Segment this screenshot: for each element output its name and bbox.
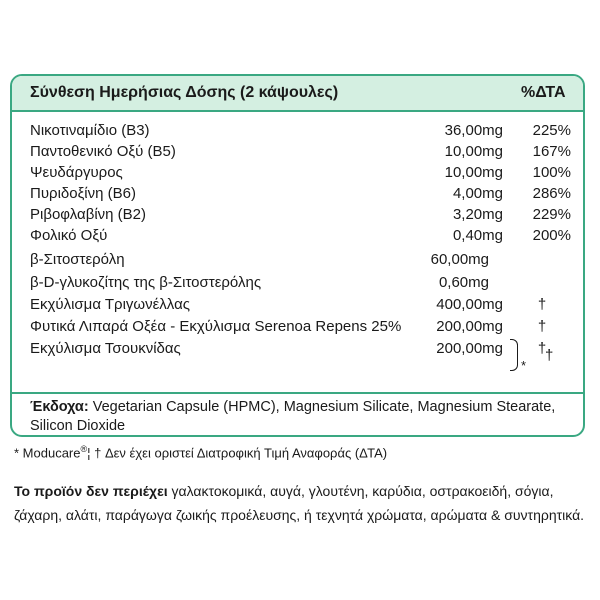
ingredient-dta: 100% [532,164,571,181]
ingredient-name: β-Σιτοστερόλη [30,251,125,268]
footnote [14,444,387,460]
ingredient-name: Εκχύλισμα Τσουκνίδας [30,340,181,357]
excipients [30,398,570,436]
table-row [12,206,583,226]
ingredient-name: β-D-γλυκοζίτης της β-Σιτοστερόλης [30,274,262,291]
ingredient-name: Εκχύλισμα Τριγωνέλλας [30,296,190,313]
ingredient-amount: 60,00mg [430,251,489,268]
table-row [12,274,583,294]
ingredient-dta: 229% [532,206,571,223]
ingredient-name: Νικοτιναμίδιο (Β3) [30,122,150,139]
table-row [12,251,583,271]
ingredient-amount: 4,00mg [452,185,503,202]
table-row [12,296,583,316]
footnote-moducare: * Moducare [14,445,81,461]
ingredient-dta: 225% [532,122,571,139]
ingredient-amount: 200,00mg [436,340,503,357]
footnote-text: ¦ † Δεν έχει οριστεί Διατροφική Τιμή Αναφοράς (ΔΤΑ) [87,445,388,461]
table-row [12,227,583,247]
table-title: Σύνθεση Ημερήσιας Δόσης (2 κάψουλες) [30,84,339,101]
excipients-text: Vegetarian Capsule (HPMC), Magnesium Silicate, Magnesium Stearate, Silicon Dioxide [30,399,556,434]
ingredient-amount: 400,00mg [436,296,503,313]
ingredient-amount: 10,00mg [444,164,503,181]
ingredient-name: Ψευδάργυρος [30,164,123,181]
ingredient-amount: 200,00mg [436,318,503,335]
ingredient-dta: 286% [532,185,571,202]
excipients-label: Έκδοχα: [30,399,89,415]
moducare-asterisk: * [521,358,527,373]
notice-heading: Το προϊόν δεν περιέχει [14,483,168,499]
table-row [12,185,583,205]
ingredient-dta: † [537,340,547,357]
section-divider [12,392,583,394]
notice-text: γαλακτοκομικά, αυγά, γλουτένη, καρύδια, οστρακοειδή, σόγια, ζάχαρη, αλάτι, παράγωγα ζωικής προέλευσης, ή τεχνητά χρώματα, αρώματα & συντηρητικά. [14,483,585,523]
ingredient-dta: † [537,318,547,335]
ingredient-name: Φυτικά Λιπαρά Οξέα - Εκχύλισμα Serenoa Repens 25% [30,318,402,335]
free-from-notice [14,479,589,527]
table-header [12,76,583,112]
no-dta-dagger: † [545,347,554,364]
ingredient-name: Ριβοφλαβίνη (Β2) [30,206,147,223]
ingredient-dta: 167% [532,143,571,160]
table-row [12,164,583,184]
ingredient-dta: 200% [532,227,571,244]
registered-mark: ® [80,444,88,454]
composition-panel [10,74,585,437]
ingredient-amount: 10,00mg [444,143,503,160]
table-row [12,122,583,142]
ingredient-name: Φολικό Οξύ [30,227,108,244]
grouping-brace [510,339,518,371]
ingredient-dta: † [537,296,547,313]
table-row [12,340,583,360]
ingredient-amount: 36,00mg [444,122,503,139]
ingredient-amount: 0,40mg [452,227,503,244]
ingredient-amount: 0,60mg [438,274,489,291]
dta-column-header: %ΔΤΑ [521,84,566,101]
ingredient-amount: 3,20mg [452,206,503,223]
table-row [12,143,583,163]
ingredient-name: Πυριδοξίνη (Β6) [30,185,136,202]
ingredient-name: Παντοθενικό Οξύ (Β5) [30,143,176,160]
table-row [12,318,583,338]
